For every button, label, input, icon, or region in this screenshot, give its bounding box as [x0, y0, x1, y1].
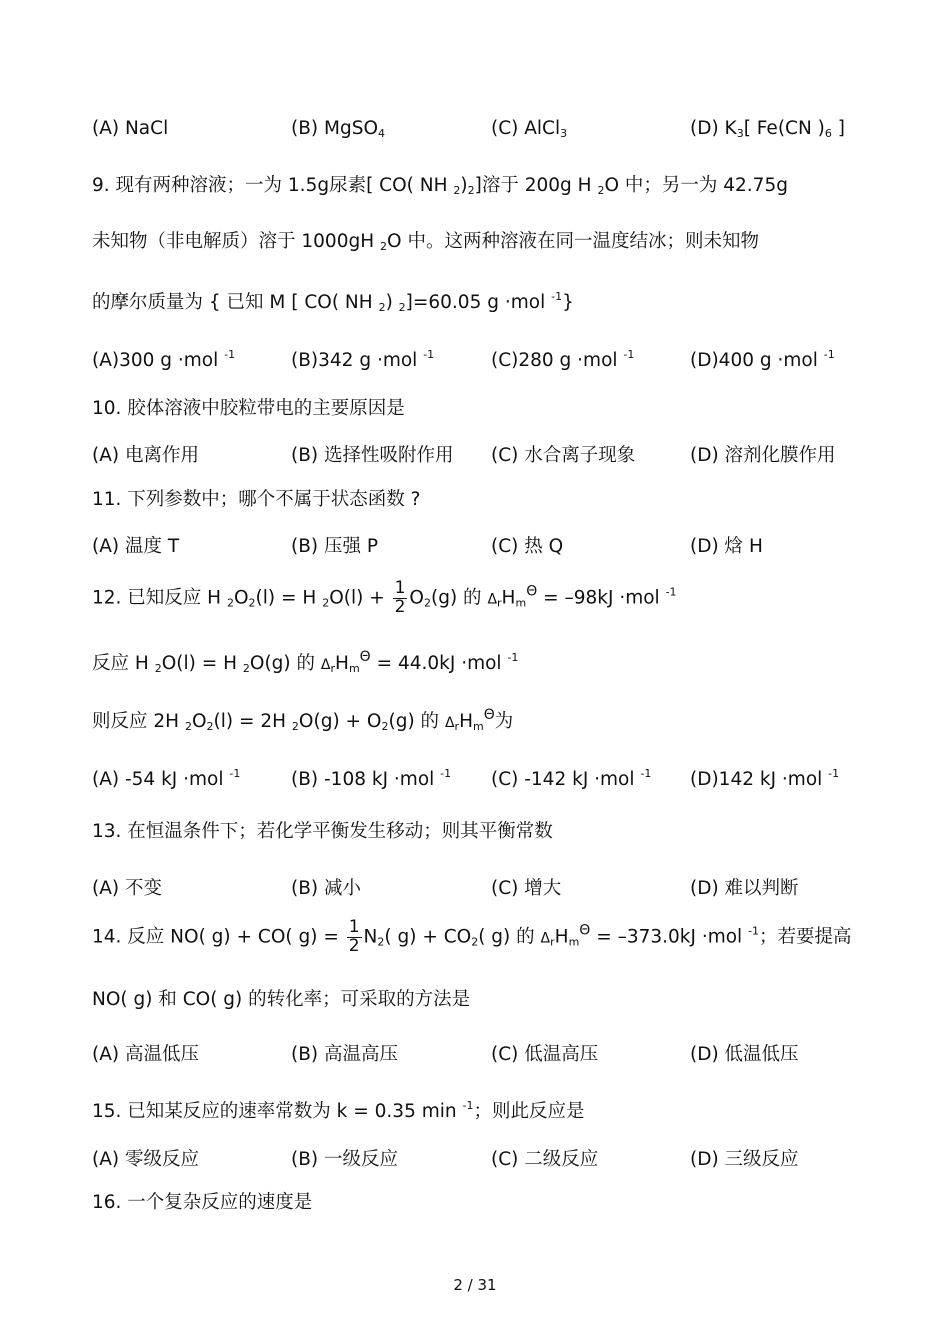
q14-option-b: (B) 高温高压 [291, 1044, 399, 1065]
q9-option-b: (B)342 g ·mol $^{-1}$ [291, 348, 435, 371]
page-number: 2 / 31 [453, 1276, 497, 1294]
q13-option-d: (D) 难以判断 [690, 878, 799, 899]
q10-option-d: (D) 溶剂化膜作用 [690, 445, 836, 466]
q14-options [92, 1046, 892, 1070]
q11-options [92, 538, 892, 562]
q9-stem-line-2: 未知物（非电解质）溶于 1000gH $_2$O 中。这两种溶液在同一温度结冰；则未知物 [92, 231, 759, 253]
q9-stem-line-1: 9. 现有两种溶液；一为 1.5g尿素[ CO( NH $_2)_2$]溶于 200g H $_2$O 中；另一为 42.75g [92, 175, 788, 197]
q15-option-a: (A) 零级反应 [92, 1149, 199, 1170]
q15-options [92, 1151, 892, 1175]
q11-option-a: (A) 温度 T [92, 536, 180, 557]
q14-option-d: (D) 低温低压 [690, 1044, 799, 1065]
q13-stem: 13. 在恒温条件下；若化学平衡发生移动；则其平衡常数 [92, 821, 553, 842]
q12-stem-line-2: 反应 H $_2$O(l) = H $_2$O(g) 的 $\Delta_rH_m^\Theta = 44.0kJ \cdot mol$ $^{-1}$ [92, 649, 519, 675]
q14-option-a: (A) 高温低压 [92, 1044, 199, 1065]
q12-option-b: (B) -108 kJ ·mol $^{-1}$ [291, 767, 452, 790]
q12-stem-line-1: 12. 已知反应 H $_2O_2(l) = H$ $_2$O(l) + $\frac{1}{2}$ $O_2(g)$ 的 $\Delta_rH_m^\Theta = -98kJ \cdot mol$ $^{-1}$ [92, 578, 677, 617]
q13-option-c: (C) 增大 [491, 878, 562, 899]
fraction-one-half: $\frac{1}{2}$ [394, 578, 406, 617]
q9-option-a: (A)300 g ·mol $^{-1}$ [92, 348, 236, 371]
q10-stem: 10. 胶体溶液中胶粒带电的主要原因是 [92, 398, 405, 419]
q15-option-c: (C) 二级反应 [491, 1149, 599, 1170]
q9-stem-line-3: 的摩尔质量为 { 已知 M [ CO( NH $_2$) $_2$]=60.05 g ·mol $^{-1}$} [92, 290, 574, 314]
q8-option-d: (D) $K_3$[ Fe(CN )$_6$ ] [690, 118, 845, 140]
q12-stem-line-3: 则反应 2H $_2O_2(l) = 2H$ $_2O(g) + O_2(g)$ 的 $\Delta_rH_m^\Theta$为 [92, 707, 514, 733]
q8-options [92, 120, 892, 144]
q12-option-a: (A) -54 kJ ·mol $^{-1}$ [92, 767, 241, 790]
q14-stem-line-2: NO( g) 和 CO( g) 的转化率；可采取的方法是 [92, 989, 471, 1010]
q12-option-d: (D)142 kJ ·mol $^{-1}$ [690, 767, 840, 790]
q11-option-c: (C) 热 Q [491, 536, 564, 557]
q8-option-a: (A) NaCl [92, 118, 169, 139]
q16-stem: 16. 一个复杂反应的速度是 [92, 1192, 313, 1213]
q14-stem-line-1: 14. 反应 NO( g) + CO( g) = $\frac{1}{2}$ $N_2$( $g) + CO_2$( g) 的 $\Delta_rH_m^\Theta = -373.0kJ \cdot mol$ $^{-1}$；若要提高 [92, 917, 852, 956]
q15-stem: 15. 已知某反应的速率常数为 k = 0.35 min $^{-1}$；则此反应是 [92, 1099, 585, 1122]
q14-option-c: (C) 低温高压 [491, 1044, 599, 1065]
q11-stem: 11. 下列参数中；哪个不属于状态函数 ? [92, 489, 421, 510]
q10-option-a: (A) 电离作用 [92, 445, 199, 466]
q12-options [92, 768, 892, 792]
q15-option-d: (D) 三级反应 [690, 1149, 799, 1170]
q13-options [92, 880, 892, 904]
q9-options [92, 349, 892, 373]
q13-option-b: (B) 减小 [291, 878, 362, 899]
q8-option-b: (B) MgSO$_4$ [291, 118, 386, 140]
q9-option-c: (C)280 g ·mol $^{-1}$ [491, 348, 635, 371]
q10-option-c: (C) 水合离子现象 [491, 445, 636, 466]
q9-option-d: (D)400 g ·mol $^{-1}$ [690, 348, 835, 371]
q10-options [92, 447, 892, 471]
q8-option-c: (C) AlCl$_3$ [491, 118, 568, 140]
q11-option-b: (B) 压强 P [291, 536, 379, 557]
q10-option-b: (B) 选择性吸附作用 [291, 445, 454, 466]
q11-option-d: (D) 焓 H [690, 536, 763, 557]
q13-option-a: (A) 不变 [92, 878, 162, 899]
q15-option-b: (B) 一级反应 [291, 1149, 399, 1170]
q12-option-c: (C) -142 kJ ·mol $^{-1}$ [491, 767, 652, 790]
fraction-one-half: $\frac{1}{2}$ [348, 917, 360, 956]
